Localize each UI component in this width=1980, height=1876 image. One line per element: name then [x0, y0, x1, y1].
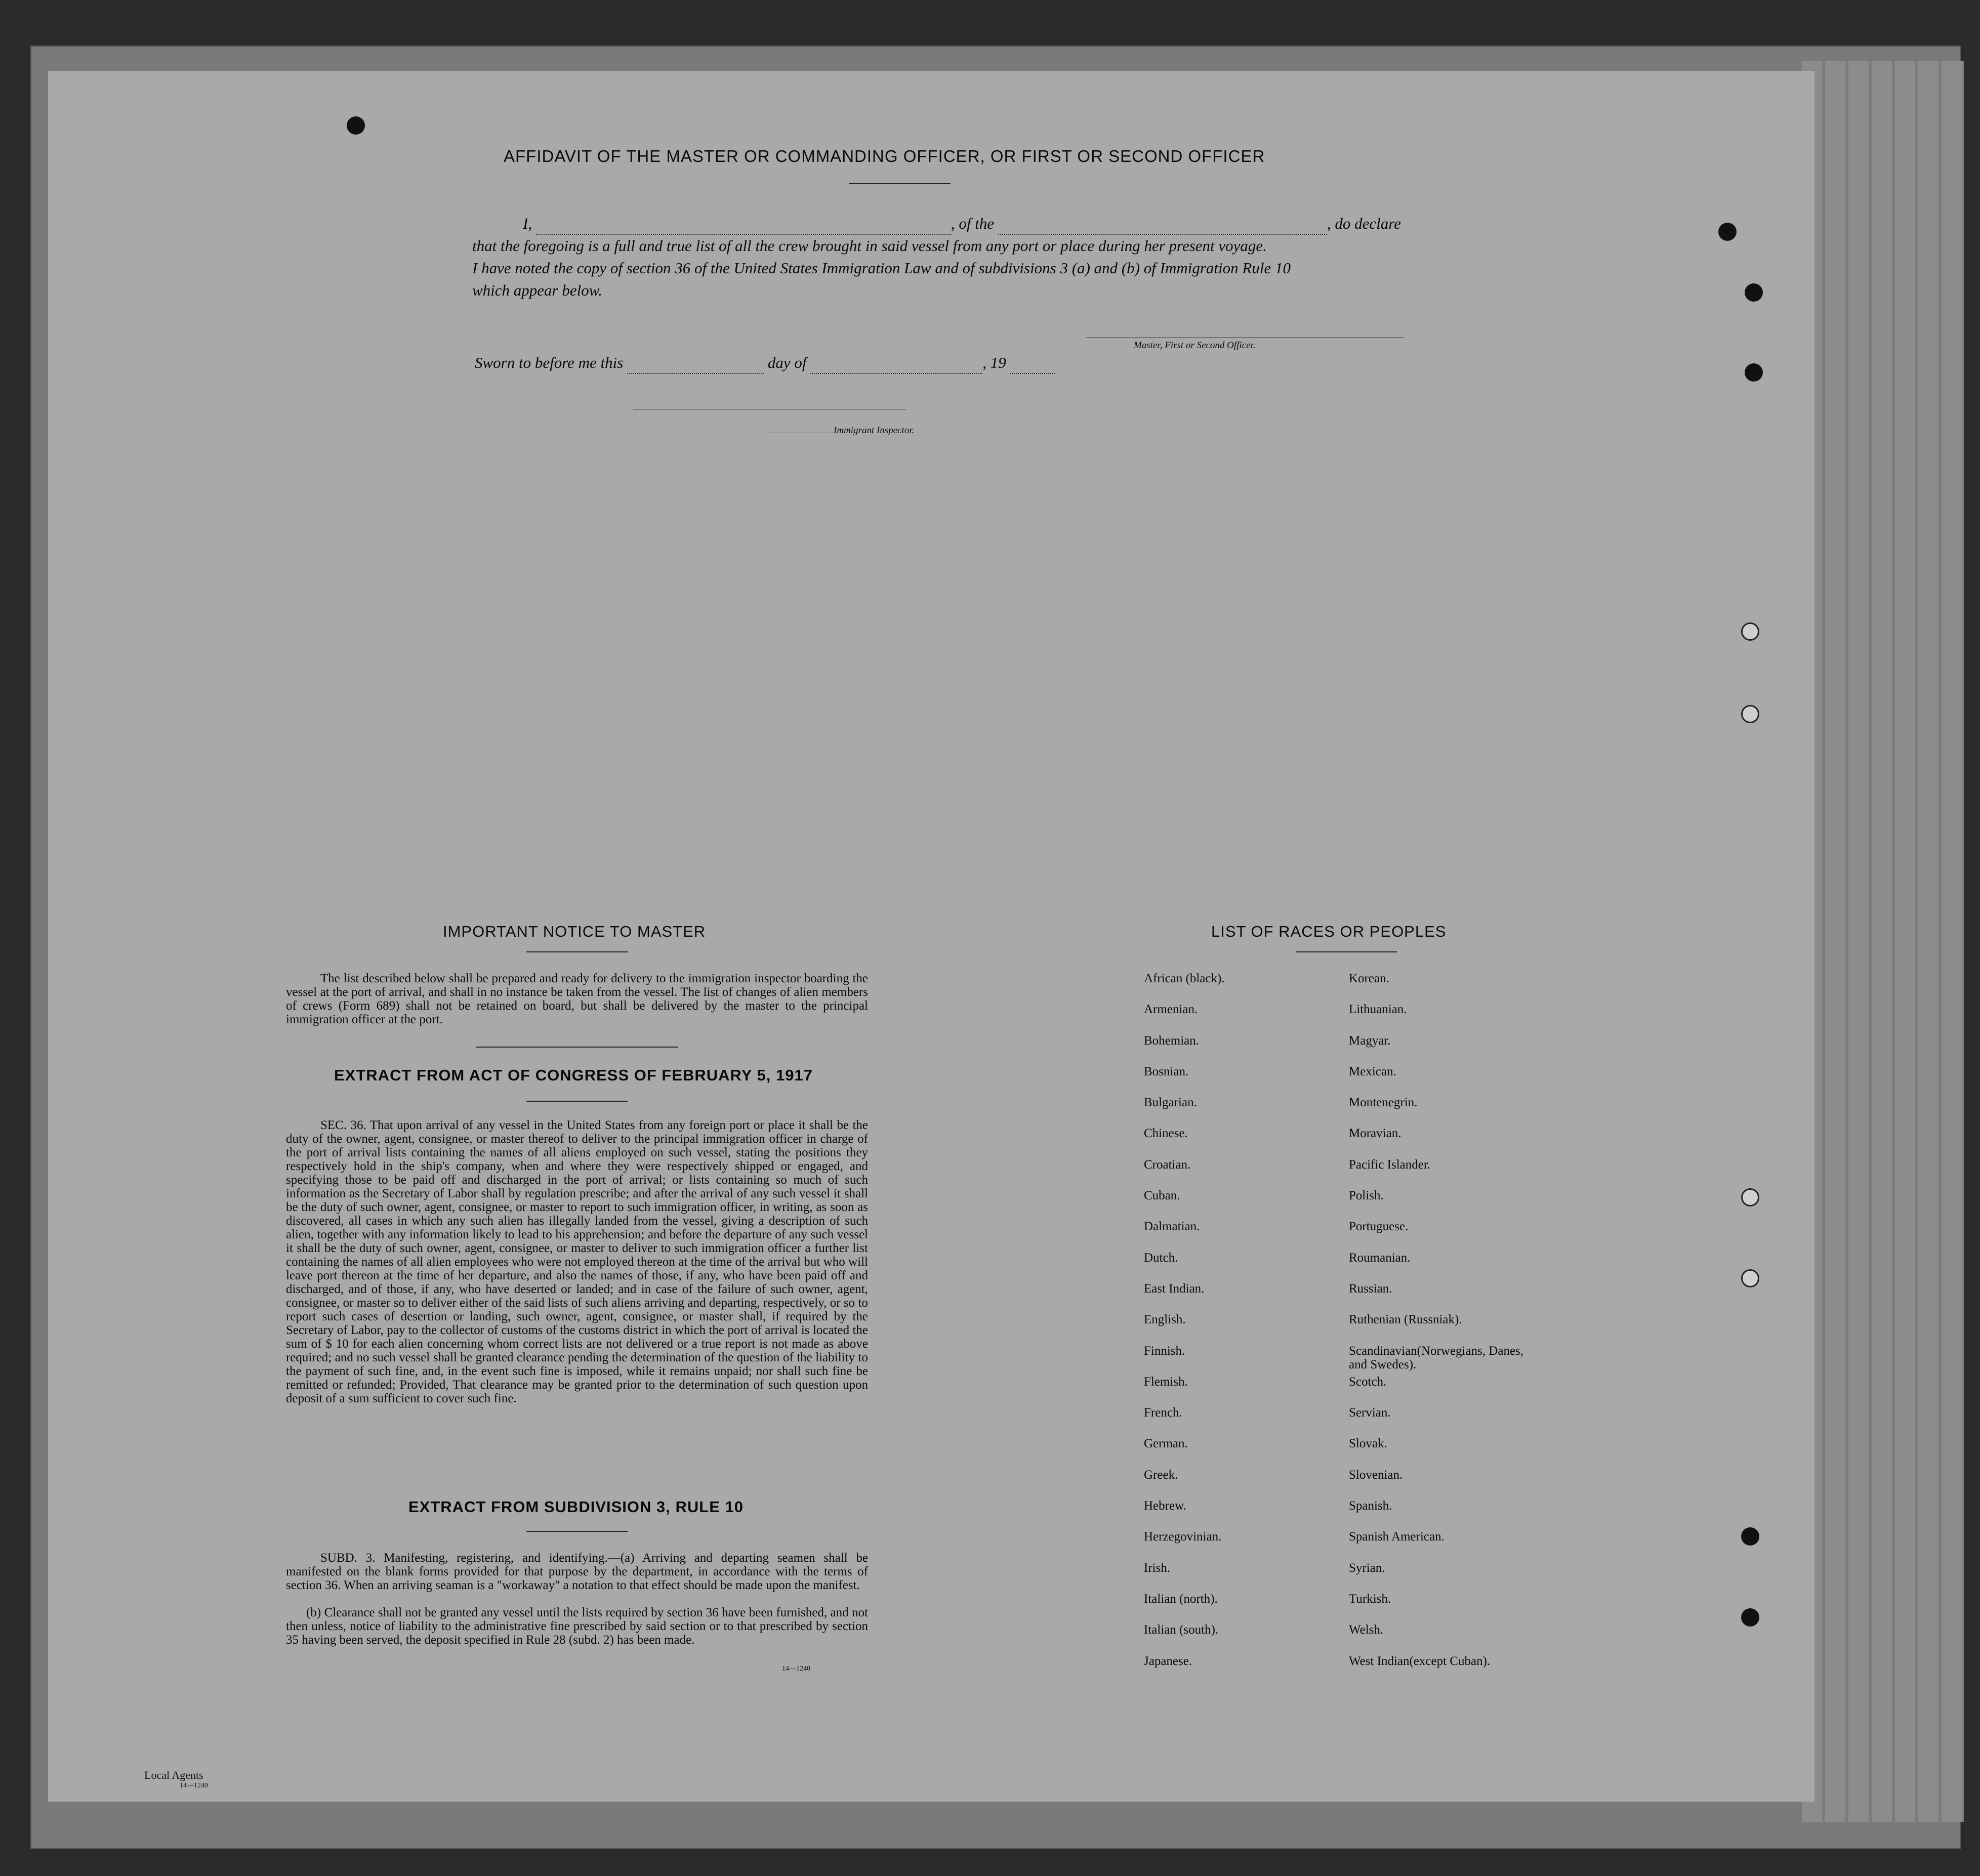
notice-divider [476, 1047, 678, 1048]
race-item: Japanese. [1144, 1654, 1192, 1668]
punch-hole [1741, 705, 1759, 723]
inspector-label: Immigrant Inspector. [834, 425, 915, 436]
extract-rule-title: EXTRACT FROM SUBDIVISION 3, RULE 10 [408, 1498, 744, 1516]
race-item: Ruthenian (Russniak). [1349, 1313, 1462, 1327]
notice-title: IMPORTANT NOTICE TO MASTER [443, 923, 706, 940]
race-item: Portuguese. [1349, 1220, 1409, 1234]
punch-hole [1741, 622, 1759, 641]
race-item: Bosnian. [1144, 1064, 1189, 1078]
affidavit-line3: I have noted the copy of section 36 of the United States Immigration Law and of subdivisions 3 (a) and (b) of Immigration Rule 10 [472, 259, 1291, 277]
races-right-column [1349, 972, 1561, 1685]
month-blank [810, 373, 982, 374]
punch-hole [1741, 1608, 1759, 1627]
race-item: Finnish. [1144, 1344, 1185, 1358]
punch-hole [347, 116, 365, 135]
race-item: Scotch. [1349, 1374, 1387, 1389]
race-item: Herzegovinian. [1144, 1530, 1222, 1544]
races-rule [1296, 951, 1397, 952]
race-item: Montenegrin. [1349, 1096, 1418, 1110]
title-rule [849, 183, 951, 184]
master-label: Master, First or Second Officer. [1134, 340, 1256, 351]
extract-act-text: SEC. 36. That upon arrival of any vessel in the United States from any foreign port or place it shall be the duty of the owner, agent, consignee, or master thereof to deliver to the principal immigration officer in charge of the port of arrival lists containing the names of all aliens employed on such vessel, stating the positions they respectively hold in the ship's company, when and where they were respectively shipped or engaged, and specifying those to be paid off and discharged in the port of arrival; or lists containing so much of such information as the Secretary of Labor shall by regulation prescribe; and after the arrival of any such vessel it shall be the duty of such owner, agent, consignee, or master to report to such immigration officer, in writing, as soon as discovered, all cases in which any such alien has illegally landed from the vessel, giving a description of such alien, together with any information likely to lead to his apprehension; and before the departure of any such vessel it shall be the duty of such owner, agent, consignee, or master to deliver to such immigration officer a further list containing the names of all alien employees who were not employed thereon at the time of the arrival but who will leave port thereon at the time of her departure, and also the names of those, if any, who have been paid off and discharged, and of those, if any, who have deserted or landed; and in case of the failure of such owner, agent, consignee, or master so to deliver either of the said lists of such aliens arriving and departing, respectively, or so to report such cases of desertion or landing, such owner, agent, consignee, or master shall, if required by the Secretary of Labor, pay to the collector of customs of the customs district in which the port of arrival is located the sum of $ 10 for each alien concerning whom correct lists are not delivered or a true report is not made as above required; and no such vessel shall be granted clearance pending the determination of the question of the liability to the payment of such fine, and, in the event such fine is imposed, while it remains unpaid; nor shall such fine be remitted or refunded; Provided, That clearance may be granted prior to the determination of such question upon deposit of a sum sufficient to cover such fine. [286, 1118, 868, 1405]
extract-act-title: EXTRACT FROM ACT OF CONGRESS OF FEBRUARY 5, 1917 [334, 1066, 813, 1084]
races-title: LIST OF RACES OR PEOPLES [1211, 923, 1447, 940]
year-text: , 19 [982, 354, 1006, 371]
race-item: Polish. [1349, 1189, 1384, 1203]
extract-act-rule [526, 1101, 628, 1102]
race-item: Slovak. [1349, 1437, 1387, 1451]
sworn-line [475, 352, 1055, 374]
race-item: Italian (south). [1144, 1623, 1219, 1637]
race-item: Dalmatian. [1144, 1220, 1200, 1234]
document-page [48, 71, 1814, 1802]
race-item: Korean. [1349, 972, 1389, 985]
race-item: West Indian(except Cuban). [1349, 1654, 1491, 1668]
race-item: Flemish. [1144, 1374, 1188, 1389]
notice-rule [526, 951, 628, 952]
sworn-text: Sworn to before me this [475, 354, 624, 371]
affidavit-line4: which appear below. [472, 281, 602, 299]
race-item: Italian (north). [1144, 1592, 1218, 1606]
race-item: Hebrew. [1144, 1499, 1186, 1513]
race-item: Scandinavian(Norwegians, Danes, and Swedes). [1349, 1344, 1524, 1371]
affidavit-body [472, 213, 1444, 302]
affidavit-title: AFFIDAVIT OF THE MASTER OR COMMANDING OFFICER, OR FIRST OR SECOND OFFICER [504, 147, 1265, 165]
local-agents-stamp [144, 1769, 208, 1790]
form-number: 14—1240 [782, 1665, 810, 1673]
race-item: Welsh. [1349, 1623, 1384, 1637]
punch-hole [1741, 1527, 1759, 1546]
affidavit-of-the: , of the [951, 215, 995, 232]
race-item: Slovenian. [1349, 1468, 1403, 1482]
punch-hole [1741, 1269, 1759, 1287]
race-item: Bohemian. [1144, 1033, 1200, 1048]
race-item: Cuban. [1144, 1189, 1180, 1203]
race-item: Servian. [1349, 1406, 1391, 1420]
races-left-column [1144, 972, 1341, 1685]
race-item: East Indian. [1144, 1281, 1205, 1296]
race-item: English. [1144, 1313, 1186, 1327]
race-item: Spanish American. [1349, 1530, 1445, 1544]
race-item: African (black). [1144, 972, 1225, 985]
extract-rule-text-a: SUBD. 3. Manifesting, registering, and identifying.—(a) Arriving and departing seamen shall be manifested on the blank forms provided for that purpose by the department, in accordance with the terms of section 36. When an arriving seaman is a "workaway" a notation to that effect should be made upon the manifest. [286, 1551, 868, 1592]
race-item: Pacific Islander. [1349, 1157, 1431, 1172]
race-item: Armenian. [1144, 1003, 1198, 1017]
day-of-text: day of [767, 354, 807, 371]
day-blank [627, 373, 764, 374]
punch-hole [1718, 223, 1737, 241]
punch-hole [1745, 363, 1763, 382]
affidavit-declare: , do declare [1327, 215, 1401, 232]
race-item: Dutch. [1144, 1250, 1178, 1265]
race-item: Bulgarian. [1144, 1096, 1197, 1110]
race-item: Lithuanian. [1349, 1003, 1407, 1017]
year-blank [1010, 373, 1055, 374]
affidavit-i: I, [523, 215, 532, 232]
extract-rule-text-b: (b) Clearance shall not be granted any vessel until the lists required by section 36 have been furnished, and not then unless, notice of liability to the administrative fine prescribed by said section or to that prescribed by section 35 having been served, the deposit specified in Rule 28 (subd. 2) has been made. [286, 1606, 868, 1647]
race-item: Magyar. [1349, 1033, 1391, 1048]
race-item: German. [1144, 1437, 1188, 1451]
race-item: Irish. [1144, 1561, 1171, 1575]
race-item: Croatian. [1144, 1157, 1191, 1172]
notice-text: The list described below shall be prepared and ready for delivery to the immigration inspector boarding the vessel at the port of arrival, and shall in no instance be taken from the vessel. The list of changes of alien members of crews (Form 689) shall not be retained on board, but shall be delivered by the master to the principal immigration officer at the port. [286, 972, 868, 1026]
race-item: Greek. [1144, 1468, 1178, 1482]
race-item: French. [1144, 1406, 1182, 1420]
local-agents-text: Local Agents [144, 1769, 203, 1781]
race-item: Mexican. [1349, 1064, 1396, 1078]
race-item: Spanish. [1349, 1499, 1392, 1513]
back-sheet-edge [1802, 61, 1964, 1822]
race-item: Chinese. [1144, 1127, 1188, 1141]
race-item: Russian. [1349, 1281, 1392, 1296]
extract-rule-rule [526, 1531, 628, 1532]
affidavit-line2: that the foregoing is a full and true list of all the crew brought in said vessel from any port or place during her present voyage. [472, 237, 1267, 255]
footer-form-number: 14—1240 [180, 1782, 208, 1789]
punch-hole [1745, 283, 1763, 302]
race-item: Syrian. [1349, 1561, 1385, 1575]
race-item: Moravian. [1349, 1127, 1401, 1141]
race-item: Roumanian. [1349, 1250, 1411, 1265]
punch-hole [1741, 1188, 1759, 1206]
race-item: Turkish. [1349, 1592, 1391, 1606]
